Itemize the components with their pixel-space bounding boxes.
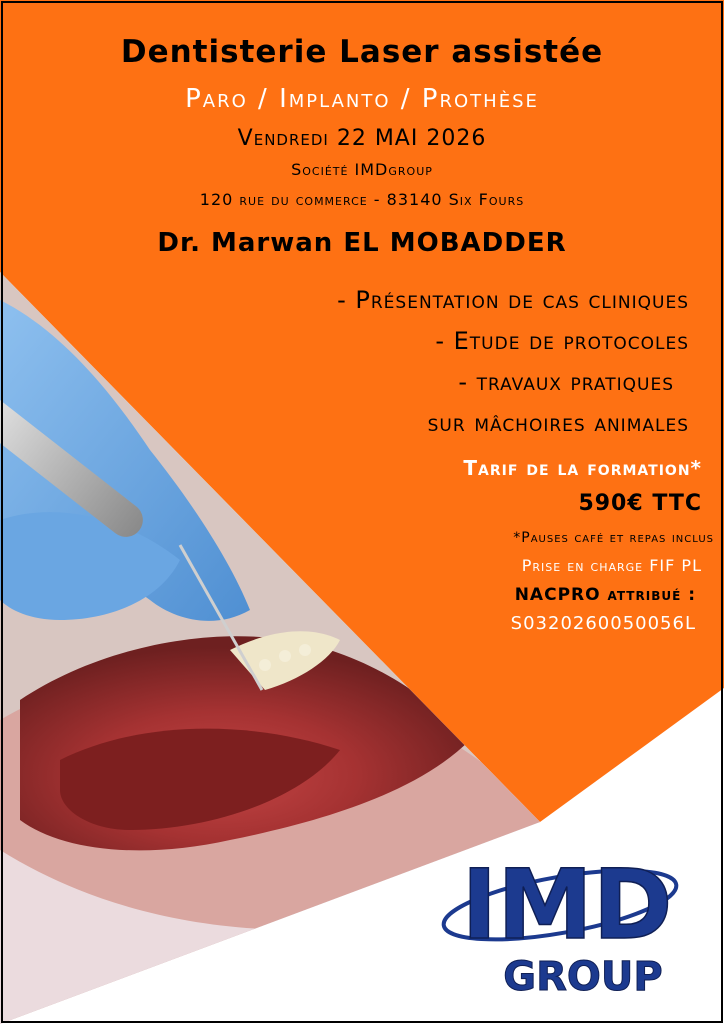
event-title: Dentisterie Laser assistée xyxy=(120,34,604,70)
nacpro-label: NACPRO attribué : xyxy=(514,585,696,605)
speaker-name: Dr. Marwan EL MOBADDER xyxy=(157,228,567,258)
program-item: sur mâchoires animales xyxy=(427,409,689,437)
address-line: 120 rue du commerce - 83140 Six Fours xyxy=(199,190,525,209)
imd-logo xyxy=(439,849,681,1000)
specialties-line: Paro / Implanto / Prothèse xyxy=(185,84,539,114)
inclusions-note: *Pauses café et repas inclus xyxy=(513,530,714,546)
company-name: Société IMDgroup xyxy=(291,160,433,179)
funding-note: Prise en charge FIF PL xyxy=(521,556,702,575)
event-date: Vendredi 22 MAI 2026 xyxy=(237,126,487,151)
program-item: - travaux pratiques xyxy=(458,368,674,396)
program-item: - Présentation de cas cliniques xyxy=(337,286,689,314)
price: 590€ TTC xyxy=(578,491,702,516)
program-item: - Etude de protocoles xyxy=(435,327,689,355)
pricing-label: Tarif de la formation* xyxy=(463,456,702,480)
logo-imd: IMD xyxy=(461,849,673,961)
logo-group: GROUP xyxy=(503,954,663,1000)
nacpro-code: S0320260050056L xyxy=(510,613,696,634)
